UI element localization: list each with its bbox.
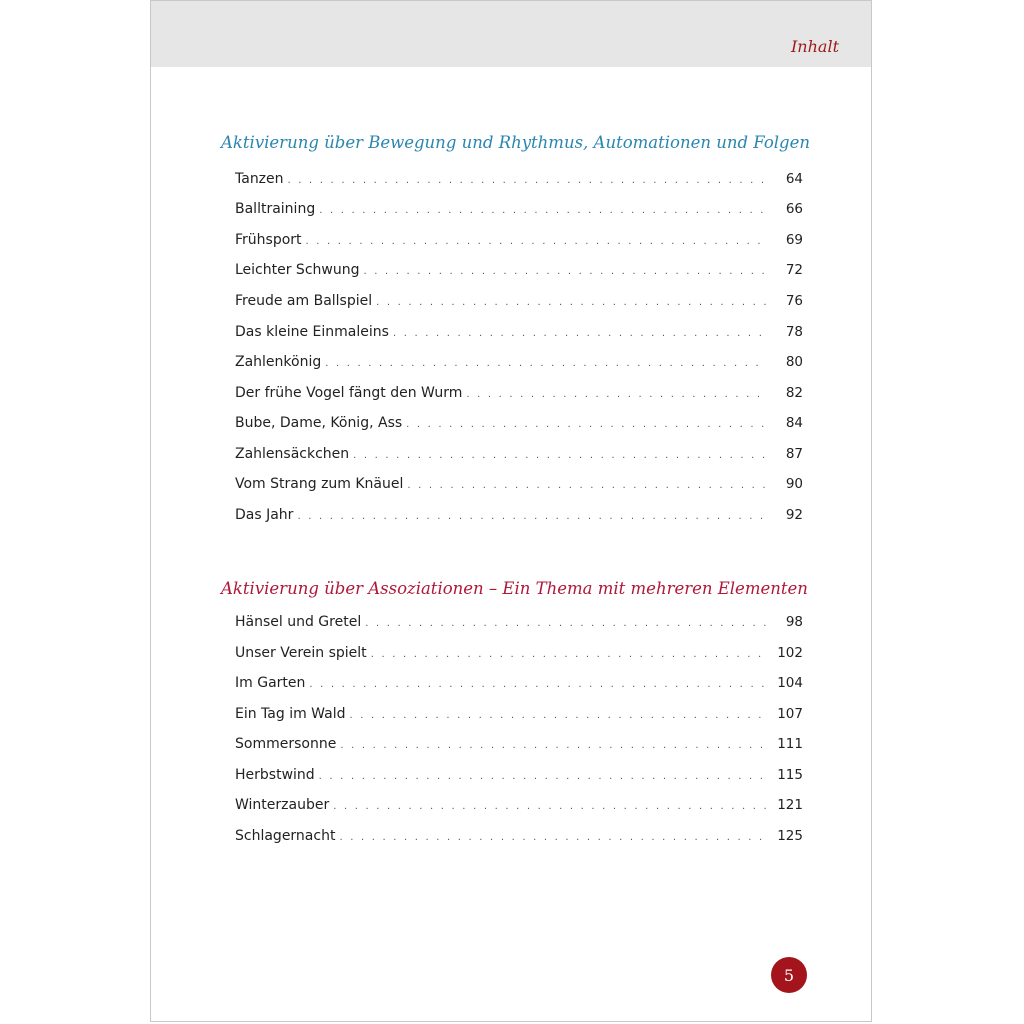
dot-leader (288, 175, 767, 186)
entry-title: Zahlensäckchen (235, 446, 350, 462)
entry-title: Hänsel und Gretel (235, 614, 362, 630)
toc-entry[interactable] (235, 324, 803, 346)
page-number-badge: 5 (771, 957, 807, 993)
entry-page-number: 92 (785, 507, 803, 523)
entry-title: Sommersonne (235, 736, 337, 752)
entry-title: Herbstwind (235, 767, 315, 783)
toc-entry[interactable] (235, 476, 803, 498)
dot-leader (309, 679, 767, 690)
entry-page-number: 90 (785, 476, 803, 492)
toc-entry[interactable] (235, 645, 803, 667)
entry-title: Winterzauber (235, 797, 330, 813)
dot-leader (376, 297, 767, 308)
toc-entry[interactable] (235, 614, 803, 636)
entry-page-number: 87 (785, 446, 803, 462)
dot-leader (333, 801, 767, 812)
header-band (151, 1, 871, 67)
toc-entry[interactable] (235, 201, 803, 223)
toc-entry[interactable] (235, 797, 803, 819)
dot-leader (393, 328, 767, 339)
entry-title: Leichter Schwung (235, 262, 360, 278)
book-page (150, 0, 872, 1022)
entry-page-number: 72 (785, 262, 803, 278)
dot-leader (466, 389, 767, 400)
entry-title: Schlagernacht (235, 828, 336, 844)
entry-page-number: 111 (777, 736, 803, 752)
entry-title: Balltraining (235, 201, 316, 217)
entry-page-number: 107 (777, 706, 803, 722)
toc-entry[interactable] (235, 415, 803, 437)
dot-leader (406, 419, 767, 430)
toc-entry[interactable] (235, 828, 803, 850)
dot-leader (306, 236, 767, 247)
dot-leader (365, 618, 767, 629)
entry-page-number: 64 (785, 171, 803, 187)
entry-title: Das Jahr (235, 507, 294, 523)
section-heading-associations: Aktivierung über Assoziationen – Ein Thema mit mehreren Elementen (221, 579, 808, 598)
toc-entry[interactable] (235, 675, 803, 697)
entry-page-number: 98 (785, 614, 803, 630)
entry-page-number: 84 (785, 415, 803, 431)
entry-page-number: 80 (785, 354, 803, 370)
entry-title: Tanzen (235, 171, 284, 187)
toc-entry[interactable] (235, 706, 803, 728)
entry-page-number: 121 (777, 797, 803, 813)
entry-title: Ein Tag im Wald (235, 706, 346, 722)
entry-title: Freude am Ballspiel (235, 293, 373, 309)
toc-entry[interactable] (235, 262, 803, 284)
dot-leader (339, 832, 767, 843)
dot-leader (325, 358, 767, 369)
entry-page-number: 102 (777, 645, 803, 661)
toc-entry[interactable] (235, 232, 803, 254)
entry-page-number: 69 (785, 232, 803, 248)
entry-title: Unser Verein spielt (235, 645, 367, 661)
entry-title: Im Garten (235, 675, 306, 691)
entry-page-number: 82 (785, 385, 803, 401)
dot-leader (319, 205, 767, 216)
entry-page-number: 78 (785, 324, 803, 340)
entry-page-number: 66 (785, 201, 803, 217)
toc-entry[interactable] (235, 385, 803, 407)
section-heading-movement: Aktivierung über Bewegung und Rhythmus, Automationen und Folgen (221, 133, 811, 152)
toc-entry[interactable] (235, 354, 803, 376)
entry-page-number: 115 (777, 767, 803, 783)
dot-leader (297, 511, 767, 522)
toc-entry[interactable] (235, 736, 803, 758)
toc-entry[interactable] (235, 507, 803, 529)
toc-entry[interactable] (235, 293, 803, 315)
entry-title: Der frühe Vogel fängt den Wurm (235, 385, 463, 401)
entry-page-number: 104 (777, 675, 803, 691)
dot-leader (371, 649, 767, 660)
dot-leader (353, 450, 767, 461)
entry-page-number: 125 (777, 828, 803, 844)
toc-entry[interactable] (235, 446, 803, 468)
toc-entry[interactable] (235, 171, 803, 193)
dot-leader (363, 266, 767, 277)
toc-entry[interactable] (235, 767, 803, 789)
dot-leader (407, 480, 767, 491)
header-title: Inhalt (790, 37, 839, 56)
entry-title: Zahlenkönig (235, 354, 322, 370)
entry-page-number: 76 (785, 293, 803, 309)
dot-leader (319, 771, 767, 782)
dot-leader (350, 710, 768, 721)
entry-title: Vom Strang zum Knäuel (235, 476, 404, 492)
entry-title: Das kleine Einmaleins (235, 324, 389, 340)
dot-leader (340, 740, 767, 751)
entry-title: Frühsport (235, 232, 302, 248)
entry-title: Bube, Dame, König, Ass (235, 415, 403, 431)
